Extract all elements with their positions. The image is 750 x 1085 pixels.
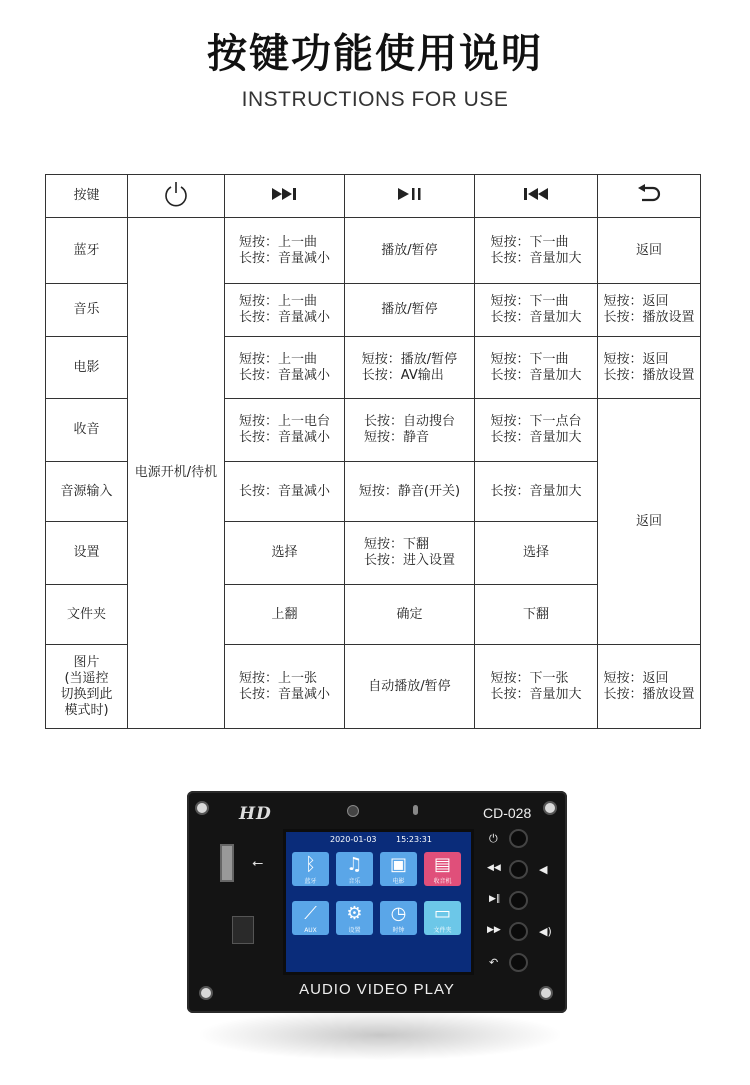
hd-logo: HD	[239, 804, 272, 824]
tile-music[interactable]	[336, 852, 373, 886]
row-label: 音乐	[46, 284, 128, 337]
radio-icon: ▤	[433, 854, 451, 875]
device-shadow	[200, 1010, 560, 1060]
folder-icon: ▭	[433, 903, 451, 924]
play-cell: 确定	[345, 585, 475, 645]
tile-label: 音乐	[348, 878, 361, 885]
row-label: 收音	[46, 399, 128, 462]
tile-label: 文件夹	[433, 927, 452, 934]
next-cell: 短按：上一电台 长按：音量减小	[225, 399, 345, 462]
film-icon: ▣	[389, 854, 407, 875]
table-header-row	[46, 175, 701, 218]
play-cell: 长按：自动搜台 短按：静音	[345, 399, 475, 462]
play-pause-button[interactable]	[509, 891, 528, 910]
next-cell: 上翻	[225, 585, 345, 645]
next-cell: 短按：上一张 长按：音量减小	[225, 645, 345, 729]
header-return	[598, 175, 701, 218]
tile-radio[interactable]	[424, 852, 461, 886]
next-button[interactable]	[509, 922, 528, 941]
screen-time: 15:23:31	[396, 835, 432, 844]
screen-status-bar	[286, 832, 471, 848]
power-button[interactable]	[509, 829, 528, 848]
tile-label: 时钟	[392, 927, 405, 934]
power-icon	[162, 180, 190, 208]
prev-cell: 短按：下一点台 长按：音量加大	[475, 399, 598, 462]
header-next	[225, 175, 345, 218]
return-icon: ↶	[489, 956, 499, 969]
tile-bluetooth[interactable]	[292, 852, 329, 886]
tile-settings[interactable]	[336, 901, 373, 935]
previous-button[interactable]	[509, 860, 528, 879]
tile-label: 蓝牙	[304, 878, 317, 885]
next-cell: 长按：音量减小	[225, 462, 345, 522]
page-subtitle: INSTRUCTIONS FOR USE	[241, 88, 509, 111]
tile-label: 收音机	[433, 878, 452, 885]
power-function-cell: 电源开机/待机	[128, 218, 225, 729]
screen-date: 2020-01-03	[330, 835, 377, 844]
tile-aux[interactable]	[292, 901, 329, 935]
prev-cell: 选择	[475, 522, 598, 585]
gear-icon: ⚙	[346, 903, 363, 924]
music-icon: ♫	[346, 854, 363, 875]
play-cell: 自动播放/暂停	[345, 645, 475, 729]
back-cell: 短按：返回 长按：播放设置	[598, 337, 701, 399]
back-cell: 短按：返回 长按：播放设置	[598, 645, 701, 729]
tile-clock[interactable]	[380, 901, 417, 935]
header-prev	[475, 175, 598, 218]
clock-icon: ◷	[390, 903, 407, 924]
back-cell: 返回	[598, 218, 701, 284]
tile-label: 电影	[392, 878, 405, 885]
brand-text: AUDIO VIDEO PLAY	[299, 981, 455, 998]
next-track-icon	[270, 187, 300, 201]
previous-track-icon: ◀◀	[487, 863, 501, 873]
previous-track-icon	[521, 187, 551, 201]
header-key-label: 按键	[46, 175, 128, 218]
prev-cell: 短按：下一曲 长按：音量加大	[475, 337, 598, 399]
prev-cell: 下翻	[475, 585, 598, 645]
row-label: 文件夹	[46, 585, 128, 645]
next-cell: 短按：上一曲 长按：音量减小	[225, 337, 345, 399]
next-cell: 选择	[225, 522, 345, 585]
lcd-screen	[283, 829, 474, 975]
volume-down-icon: ◀	[539, 863, 548, 876]
usb-port[interactable]	[220, 844, 234, 882]
tile-label: AUX	[304, 927, 317, 934]
play-cell: 短按：下翻 长按：进入设置	[345, 522, 475, 585]
key-function-table	[45, 174, 701, 729]
sd-card-slot[interactable]	[232, 916, 254, 944]
play-cell: 播放/暂停	[345, 284, 475, 337]
ir-sensor-icon	[347, 805, 359, 817]
play-cell: 短按：播放/暂停 长按：AV输出	[345, 337, 475, 399]
play-cell: 短按：静音(开关)	[345, 462, 475, 522]
volume-up-icon: ◀)	[539, 925, 552, 938]
page-title: 按键功能使用说明	[207, 31, 543, 77]
tile-folder[interactable]	[424, 901, 461, 935]
table-row	[46, 218, 701, 284]
header-play	[345, 175, 475, 218]
player-module	[187, 791, 567, 1013]
next-track-icon: ▶▶	[487, 925, 501, 935]
return-icon	[636, 184, 662, 204]
prev-cell: 短按：下一曲 长按：音量加大	[475, 284, 598, 337]
aux-icon: ⟋	[304, 903, 317, 924]
usb-icon: ⭠	[252, 855, 264, 871]
prev-cell: 长按：音量加大	[475, 462, 598, 522]
screw-hole	[543, 801, 557, 815]
back-merged-cell: 返回	[598, 399, 701, 645]
row-label: 设置	[46, 522, 128, 585]
header-power	[128, 175, 225, 218]
next-cell: 短按：上一曲 长按：音量减小	[225, 284, 345, 337]
prev-cell: 短按：下一张 长按：音量加大	[475, 645, 598, 729]
next-cell: 短按：上一曲 长按：音量减小	[225, 218, 345, 284]
mic-icon	[413, 805, 418, 815]
power-icon: ⏻	[489, 832, 498, 845]
play-pause-icon	[396, 187, 424, 201]
row-label: 蓝牙	[46, 218, 128, 284]
play-cell: 播放/暂停	[345, 218, 475, 284]
prev-cell: 短按：下一曲 长按：音量加大	[475, 218, 598, 284]
back-cell: 短按：返回 长按：播放设置	[598, 284, 701, 337]
tile-film[interactable]	[380, 852, 417, 886]
tile-label: 设置	[348, 927, 361, 934]
screw-hole	[195, 801, 209, 815]
row-label: 电影	[46, 337, 128, 399]
return-button[interactable]	[509, 953, 528, 972]
row-label: 音源输入	[46, 462, 128, 522]
bluetooth-icon: ᛒ	[305, 854, 316, 875]
row-label: 图片 (当遥控 切换到此 模式时)	[46, 645, 128, 729]
play-pause-icon: ▶‖	[489, 894, 501, 904]
model-number: CD-028	[483, 805, 532, 821]
